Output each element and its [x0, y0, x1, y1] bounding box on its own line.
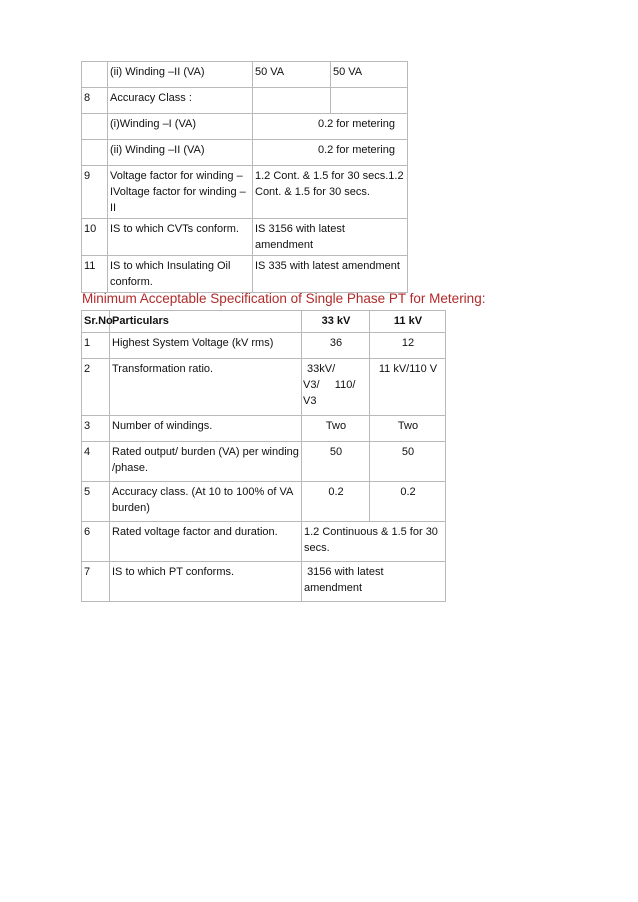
particular-cell: (ii) Winding –II (VA) [108, 62, 253, 88]
row-number: 5 [82, 482, 110, 522]
value-11kv: Two [370, 416, 446, 442]
table-row [82, 219, 408, 256]
value-11kv: 11 kV/110 V [370, 359, 446, 416]
particular-cell: Accuracy Class : [108, 88, 253, 114]
table-header-row [82, 311, 446, 333]
header-particulars: Particulars [110, 311, 302, 333]
value-cell: 1.2 Cont. & 1.5 for 30 secs.1.2 Cont. & 1.5 for 30 secs. [253, 166, 408, 219]
row-number: 10 [82, 219, 108, 256]
particular-cell: (ii) Winding –II (VA) [108, 140, 253, 166]
table-row [82, 88, 408, 114]
table-row [82, 256, 408, 293]
table-row [82, 416, 446, 442]
row-number: 7 [82, 562, 110, 602]
row-number [82, 62, 108, 88]
row-number: 1 [82, 333, 110, 359]
particular-cell: Rated output/ burden (VA) per winding /phase. [110, 442, 302, 482]
table-row [82, 62, 408, 88]
row-number: 2 [82, 359, 110, 416]
table-row [82, 562, 446, 602]
value-11kv: 0.2 [370, 482, 446, 522]
ratio-line: V3 [303, 395, 317, 407]
value-cell [253, 88, 331, 114]
cvt-spec-table [81, 61, 408, 293]
value-33kv: 0.2 [302, 482, 370, 522]
value-33kv [302, 359, 370, 416]
value-cell: 0.2 for metering [253, 140, 408, 166]
section-heading: Minimum Acceptable Specification of Single Phase PT for Metering: [82, 291, 486, 306]
row-number: 4 [82, 442, 110, 482]
table-row [82, 359, 446, 416]
merged-value-cell: 1.2 Continuous & 1.5 for 30 secs. [302, 522, 446, 562]
value-11kv: 12 [370, 333, 446, 359]
table-row [82, 482, 446, 522]
row-number: 8 [82, 88, 108, 114]
merged-value-cell: 3156 with latest amendment [302, 562, 446, 602]
table-row [82, 140, 408, 166]
value-11kv: 50 [370, 442, 446, 482]
particular-cell: Transformation ratio. [110, 359, 302, 416]
particular-cell: IS to which Insulating Oil conform. [108, 256, 253, 293]
row-number [82, 114, 108, 140]
particular-cell: Accuracy class. (At 10 to 100% of VA burden) [110, 482, 302, 522]
particular-cell: Number of windings. [110, 416, 302, 442]
value-cell: IS 335 with latest amendment [253, 256, 408, 293]
header-sr-no: Sr.No [82, 311, 110, 333]
ratio-line: 33kV/ [307, 363, 336, 375]
value-cell: 50 VA [331, 62, 408, 88]
particular-cell: IS to which PT conforms. [110, 562, 302, 602]
value-33kv: 50 [302, 442, 370, 482]
row-number: 11 [82, 256, 108, 293]
value-cell: 0.2 for metering [253, 114, 408, 140]
header-11kv: 11 kV [370, 311, 446, 333]
row-number: 9 [82, 166, 108, 219]
table-row [82, 522, 446, 562]
header-33kv: 33 kV [302, 311, 370, 333]
row-number: 6 [82, 522, 110, 562]
row-number [82, 140, 108, 166]
table-row [82, 166, 408, 219]
value-cell: 50 VA [253, 62, 331, 88]
particular-cell: Highest System Voltage (kV rms) [110, 333, 302, 359]
ratio-line: V3/ 110/ [303, 379, 356, 391]
pt-spec-table [81, 310, 446, 602]
table-row [82, 114, 408, 140]
particular-cell: Rated voltage factor and duration. [110, 522, 302, 562]
table-row [82, 333, 446, 359]
row-number: 3 [82, 416, 110, 442]
value-cell: IS 3156 with latest amendment [253, 219, 408, 256]
particular-cell: IS to which CVTs conform. [108, 219, 253, 256]
particular-cell: (i)Winding –I (VA) [108, 114, 253, 140]
particular-cell: Voltage factor for winding – IVoltage factor for winding – II [108, 166, 253, 219]
value-33kv: 36 [302, 333, 370, 359]
table-row [82, 442, 446, 482]
value-cell [331, 88, 408, 114]
value-33kv: Two [302, 416, 370, 442]
